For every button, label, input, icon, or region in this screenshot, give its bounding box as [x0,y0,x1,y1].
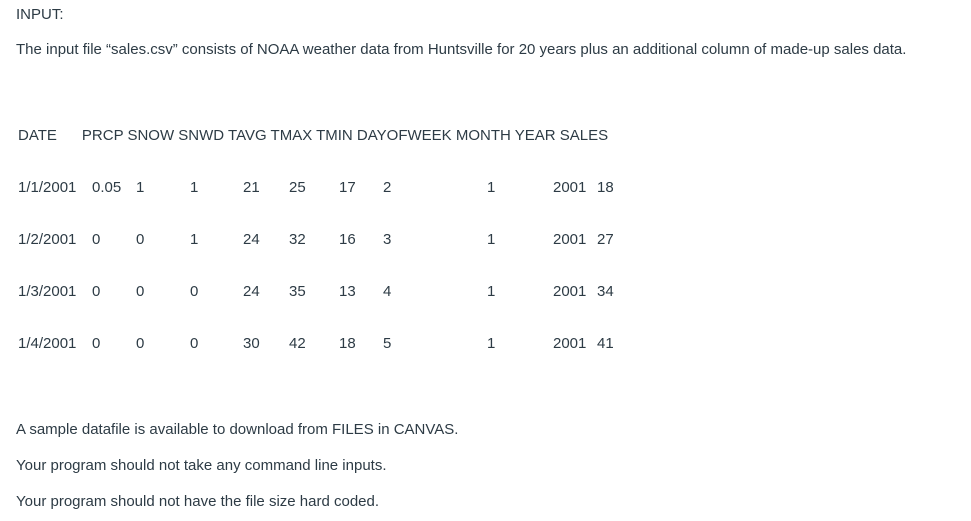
cell-dayofweek: 2 [383,179,392,196]
note-sample-datafile: A sample datafile is available to download from FILES in CANVAS. [16,421,459,438]
cell-snow: 0 [136,335,145,352]
cell-snow: 1 [136,179,145,196]
cell-tmin: 17 [339,179,356,196]
cell-year: 2001 [553,335,587,352]
intro-paragraph: The input file “sales.csv” consists of NOAA weather data from Huntsville for 20 years plus an additional column of made-up sales data. [16,41,907,58]
table-row [0,283,971,301]
cell-sales: 27 [597,231,614,248]
cell-dayofweek: 3 [383,231,392,248]
cell-year: 2001 [553,283,587,300]
cell-date: 1/1/2001 [18,179,77,196]
cell-date: 1/4/2001 [18,335,77,352]
cell-prcp: 0.05 [92,179,122,196]
cell-tmin: 18 [339,335,356,352]
cell-snwd: 0 [190,283,199,300]
cell-tavg: 30 [243,335,260,352]
cell-tmax: 32 [289,231,306,248]
note-no-command-line-inputs: Your program should not take any command line inputs. [16,457,387,474]
cell-year: 2001 [553,179,587,196]
cell-sales: 41 [597,335,614,352]
cell-tmax: 25 [289,179,306,196]
cell-date: 1/3/2001 [18,283,77,300]
cell-snwd: 1 [190,179,199,196]
cell-month: 1 [487,179,496,196]
section-heading: INPUT: [16,6,64,23]
cell-tavg: 21 [243,179,260,196]
note-no-hardcoded-file-size: Your program should not have the file size hard coded. [16,493,380,510]
table-header: DATE PRCP SNOW SNWD TAVG TMAX TMIN DAYOFWEEK MONTH YEAR SALES [18,127,609,144]
cell-prcp: 0 [92,231,101,248]
cell-month: 1 [487,335,496,352]
cell-sales: 34 [597,283,614,300]
cell-tmax: 42 [289,335,306,352]
cell-tmin: 16 [339,231,356,248]
cell-date: 1/2/2001 [18,231,77,248]
cell-dayofweek: 4 [383,283,392,300]
cell-dayofweek: 5 [383,335,392,352]
cell-snow: 0 [136,283,145,300]
cell-tavg: 24 [243,231,260,248]
cell-month: 1 [487,231,496,248]
cell-tmax: 35 [289,283,306,300]
cell-prcp: 0 [92,335,101,352]
cell-sales: 18 [597,179,614,196]
cell-snow: 0 [136,231,145,248]
cell-year: 2001 [553,231,587,248]
cell-snwd: 1 [190,231,199,248]
table-row [0,179,971,197]
cell-prcp: 0 [92,283,101,300]
table-row [0,231,971,249]
cell-snwd: 0 [190,335,199,352]
cell-month: 1 [487,283,496,300]
cell-tavg: 24 [243,283,260,300]
cell-tmin: 13 [339,283,356,300]
table-row [0,335,971,353]
